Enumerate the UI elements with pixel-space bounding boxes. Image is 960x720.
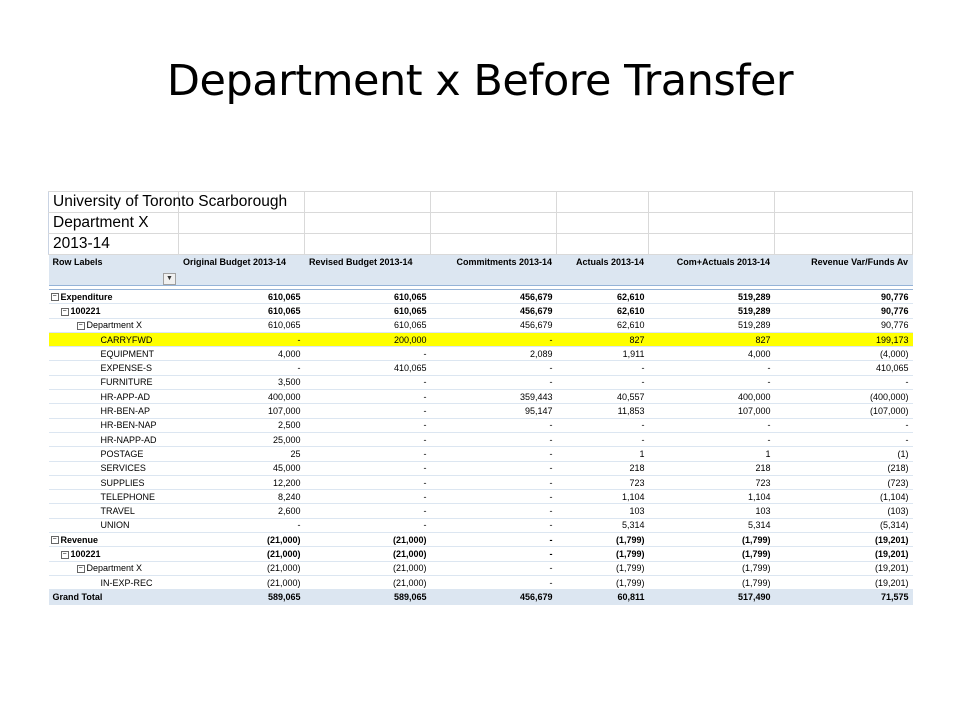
value-cell[interactable]: - xyxy=(305,447,431,461)
column-header[interactable]: Commitments 2013-14 xyxy=(431,255,557,286)
value-cell[interactable]: - xyxy=(775,375,913,389)
table-row xyxy=(49,332,913,346)
grand-total-row xyxy=(49,590,913,605)
value-cell[interactable]: 400,000 xyxy=(179,390,305,404)
collapse-icon[interactable]: − xyxy=(78,564,83,572)
row-label-text: Department X xyxy=(86,320,143,331)
value-cell[interactable]: - xyxy=(649,418,775,432)
value-cell[interactable]: (4,000) xyxy=(775,347,913,361)
value-cell[interactable]: 40,557 xyxy=(557,390,649,404)
row-label[interactable] xyxy=(49,547,179,561)
table-row xyxy=(49,290,913,304)
value-cell[interactable]: (5,314) xyxy=(775,518,913,532)
slide-title: Department x Before Transfer xyxy=(166,56,794,106)
row-label-text: EQUIPMENT xyxy=(100,348,155,359)
row-label[interactable] xyxy=(49,561,179,575)
table-row xyxy=(49,518,913,532)
value-cell[interactable]: - xyxy=(775,418,913,432)
value-cell[interactable]: (21,000) xyxy=(305,561,431,575)
table-row xyxy=(49,347,913,361)
value-cell[interactable]: 723 xyxy=(557,475,649,489)
table-row xyxy=(49,304,913,318)
row-label[interactable] xyxy=(49,361,179,375)
value-cell[interactable]: 90,776 xyxy=(775,304,913,318)
value-cell[interactable]: 200,000 xyxy=(305,332,431,346)
value-cell[interactable]: - xyxy=(775,432,913,446)
sheet-cell[interactable] xyxy=(775,213,913,234)
value-cell[interactable]: 4,000 xyxy=(179,347,305,361)
value-cell[interactable]: 359,443 xyxy=(431,390,557,404)
collapse-icon[interactable]: − xyxy=(52,293,57,301)
value-cell[interactable]: 103 xyxy=(649,504,775,518)
row-label-text: HR-APP-AD xyxy=(100,391,151,402)
value-cell[interactable]: 456,679 xyxy=(431,318,557,332)
value-cell[interactable]: - xyxy=(305,347,431,361)
value-cell[interactable]: - xyxy=(431,561,557,575)
column-header[interactable]: Com+Actuals 2013-14 xyxy=(649,255,775,286)
row-label[interactable] xyxy=(49,418,179,432)
value-cell[interactable]: (1,799) xyxy=(649,533,775,547)
row-label[interactable] xyxy=(49,332,179,346)
row-label[interactable] xyxy=(49,518,179,532)
table-row xyxy=(49,390,913,404)
filter-dropdown-icon[interactable]: ▼ xyxy=(163,273,176,285)
table-row xyxy=(49,447,913,461)
row-label-text: HR-BEN-AP xyxy=(100,406,151,417)
grand-total-cell[interactable]: 589,065 xyxy=(305,590,431,605)
row-label[interactable] xyxy=(49,304,179,318)
value-cell[interactable]: 90,776 xyxy=(775,290,913,304)
collapse-icon[interactable]: − xyxy=(62,550,67,558)
value-cell[interactable]: - xyxy=(431,575,557,589)
value-cell[interactable]: 410,065 xyxy=(305,361,431,375)
sheet-cell[interactable] xyxy=(649,213,775,234)
value-cell[interactable]: (1,799) xyxy=(649,575,775,589)
value-cell[interactable]: - xyxy=(431,504,557,518)
value-cell[interactable]: - xyxy=(305,461,431,475)
row-label[interactable] xyxy=(49,490,179,504)
value-cell[interactable]: 610,065 xyxy=(305,318,431,332)
value-cell[interactable]: 610,065 xyxy=(305,304,431,318)
row-label-text: TRAVEL xyxy=(100,506,135,517)
row-label[interactable] xyxy=(49,347,179,361)
value-cell[interactable]: 2,600 xyxy=(179,504,305,518)
value-cell[interactable]: - xyxy=(431,447,557,461)
grand-total-cell[interactable]: 589,065 xyxy=(179,590,305,605)
value-cell[interactable]: 610,065 xyxy=(179,290,305,304)
value-cell[interactable]: - xyxy=(305,404,431,418)
value-cell[interactable]: (1,799) xyxy=(557,575,649,589)
value-cell[interactable]: 610,065 xyxy=(179,304,305,318)
row-label[interactable] xyxy=(49,375,179,389)
value-cell[interactable]: 62,610 xyxy=(557,318,649,332)
value-cell[interactable]: 5,314 xyxy=(649,518,775,532)
value-cell[interactable]: 1,911 xyxy=(557,347,649,361)
value-cell[interactable]: 25,000 xyxy=(179,432,305,446)
value-cell[interactable]: - xyxy=(557,432,649,446)
table-row xyxy=(49,375,913,389)
value-cell[interactable]: 1 xyxy=(557,447,649,461)
value-cell[interactable]: 62,610 xyxy=(557,290,649,304)
row-label-text: 100221 xyxy=(70,548,101,559)
row-label[interactable] xyxy=(49,504,179,518)
sheet-cell[interactable] xyxy=(431,234,557,255)
row-label[interactable] xyxy=(49,461,179,475)
value-cell[interactable]: - xyxy=(557,375,649,389)
column-header[interactable]: Revenue Var/Funds Av xyxy=(775,255,913,286)
row-label-text: FURNITURE xyxy=(100,377,153,388)
table-row xyxy=(49,404,913,418)
value-cell[interactable]: 95,147 xyxy=(431,404,557,418)
value-cell[interactable]: - xyxy=(179,332,305,346)
row-label-text: HR-NAPP-AD xyxy=(100,434,157,445)
value-cell[interactable]: 519,289 xyxy=(649,318,775,332)
value-cell[interactable]: 1 xyxy=(649,447,775,461)
sheet-cell[interactable] xyxy=(179,234,305,255)
value-cell[interactable]: (21,000) xyxy=(305,547,431,561)
table-row xyxy=(49,432,913,446)
value-cell[interactable]: - xyxy=(179,361,305,375)
sheet-cell[interactable] xyxy=(649,234,775,255)
value-cell[interactable]: - xyxy=(431,461,557,475)
value-cell[interactable]: 218 xyxy=(557,461,649,475)
value-cell[interactable]: 11,853 xyxy=(557,404,649,418)
value-cell[interactable]: - xyxy=(431,418,557,432)
grand-total-cell[interactable]: 60,811 xyxy=(557,590,649,605)
column-header[interactable]: Actuals 2013-14 xyxy=(557,255,649,286)
org-name[interactable]: University of Toronto Scarborough xyxy=(49,192,179,213)
value-cell[interactable]: 456,679 xyxy=(431,290,557,304)
sheet-cell[interactable] xyxy=(431,192,557,213)
table-row xyxy=(49,461,913,475)
row-label-text: Department X xyxy=(86,563,143,574)
value-cell[interactable]: 25 xyxy=(179,447,305,461)
value-cell[interactable]: - xyxy=(431,432,557,446)
table-row xyxy=(49,418,913,432)
value-cell[interactable]: - xyxy=(431,533,557,547)
value-cell[interactable]: (400,000) xyxy=(775,390,913,404)
sheet-cell[interactable] xyxy=(557,213,649,234)
sheet-cell[interactable] xyxy=(305,234,431,255)
value-cell[interactable]: 218 xyxy=(649,461,775,475)
table-row xyxy=(49,575,913,589)
value-cell[interactable]: (218) xyxy=(775,461,913,475)
pivot-table xyxy=(48,191,913,605)
value-cell[interactable]: 2,089 xyxy=(431,347,557,361)
table-row xyxy=(49,561,913,575)
value-cell[interactable]: 62,610 xyxy=(557,304,649,318)
sheet-cell[interactable] xyxy=(179,213,305,234)
value-cell[interactable]: - xyxy=(305,432,431,446)
value-cell[interactable]: (1,799) xyxy=(557,547,649,561)
value-cell[interactable]: (1,799) xyxy=(649,547,775,561)
value-cell[interactable]: 723 xyxy=(649,475,775,489)
sheet-cell[interactable] xyxy=(557,234,649,255)
column-header-row-labels[interactable] xyxy=(49,255,179,286)
value-cell[interactable]: 519,289 xyxy=(649,304,775,318)
value-cell[interactable]: - xyxy=(431,332,557,346)
row-label[interactable] xyxy=(49,533,179,547)
value-cell[interactable]: 827 xyxy=(557,332,649,346)
value-cell[interactable]: (1,799) xyxy=(557,561,649,575)
row-label[interactable] xyxy=(49,575,179,589)
value-cell[interactable]: 45,000 xyxy=(179,461,305,475)
column-header-label: Row Labels xyxy=(52,257,103,267)
value-cell[interactable]: - xyxy=(431,518,557,532)
value-cell[interactable]: 4,000 xyxy=(649,347,775,361)
row-label[interactable] xyxy=(49,290,179,304)
value-cell[interactable]: 90,776 xyxy=(775,318,913,332)
value-cell[interactable]: 400,000 xyxy=(649,390,775,404)
department-name[interactable]: Department X xyxy=(49,213,179,234)
value-cell[interactable]: 456,679 xyxy=(431,304,557,318)
row-label[interactable] xyxy=(49,447,179,461)
value-cell[interactable]: (19,201) xyxy=(775,575,913,589)
sheet-cell[interactable] xyxy=(557,192,649,213)
value-cell[interactable]: 610,065 xyxy=(305,290,431,304)
value-cell[interactable]: 1,104 xyxy=(557,490,649,504)
column-header[interactable]: Revised Budget 2013-14 xyxy=(305,255,431,286)
grand-total-label[interactable]: Grand Total xyxy=(49,590,179,605)
value-cell[interactable]: - xyxy=(649,361,775,375)
value-cell[interactable]: - xyxy=(305,375,431,389)
value-cell[interactable]: (107,000) xyxy=(775,404,913,418)
sheet-cell[interactable] xyxy=(431,213,557,234)
grand-total-cell[interactable]: 71,575 xyxy=(775,590,913,605)
table-row xyxy=(49,361,913,375)
value-cell[interactable]: - xyxy=(305,518,431,532)
value-cell[interactable]: 107,000 xyxy=(649,404,775,418)
value-cell[interactable]: - xyxy=(305,504,431,518)
value-cell[interactable]: - xyxy=(649,375,775,389)
collapse-icon[interactable]: − xyxy=(78,321,83,329)
value-cell[interactable]: (103) xyxy=(775,504,913,518)
value-cell[interactable]: 827 xyxy=(649,332,775,346)
row-label[interactable] xyxy=(49,390,179,404)
table-row xyxy=(49,490,913,504)
value-cell[interactable]: 12,200 xyxy=(179,475,305,489)
table-row xyxy=(49,504,913,518)
sheet-cell[interactable] xyxy=(305,213,431,234)
row-label-text: Revenue xyxy=(60,534,99,545)
value-cell[interactable]: (1,799) xyxy=(557,533,649,547)
table-row xyxy=(49,533,913,547)
value-cell[interactable]: - xyxy=(305,418,431,432)
value-cell[interactable]: - xyxy=(431,375,557,389)
column-header[interactable]: Original Budget 2013-14 xyxy=(179,255,305,286)
row-label[interactable] xyxy=(49,475,179,489)
collapse-icon[interactable]: − xyxy=(52,536,57,544)
value-cell[interactable]: 107,000 xyxy=(179,404,305,418)
row-label-text: EXPENSE-S xyxy=(100,363,153,374)
value-cell[interactable]: - xyxy=(305,390,431,404)
value-cell[interactable]: 2,500 xyxy=(179,418,305,432)
value-cell[interactable]: (21,000) xyxy=(179,533,305,547)
collapse-icon[interactable]: − xyxy=(62,307,67,315)
row-label-text: 100221 xyxy=(70,305,101,316)
value-cell[interactable]: 3,500 xyxy=(179,375,305,389)
row-label[interactable] xyxy=(49,318,179,332)
value-cell[interactable]: (723) xyxy=(775,475,913,489)
grand-total-cell[interactable]: 517,490 xyxy=(649,590,775,605)
row-label[interactable] xyxy=(49,404,179,418)
value-cell[interactable]: - xyxy=(305,475,431,489)
value-cell[interactable]: 410,065 xyxy=(775,361,913,375)
value-cell[interactable]: (1) xyxy=(775,447,913,461)
row-label-text: UNION xyxy=(100,520,130,531)
sheet-cell[interactable] xyxy=(775,234,913,255)
value-cell[interactable]: (21,000) xyxy=(179,575,305,589)
value-cell[interactable]: - xyxy=(431,475,557,489)
value-cell[interactable]: 519,289 xyxy=(649,290,775,304)
value-cell[interactable]: - xyxy=(557,418,649,432)
value-cell[interactable]: 199,173 xyxy=(775,332,913,346)
value-cell[interactable]: - xyxy=(305,490,431,504)
row-label-text: IN-EXP-REC xyxy=(100,577,153,588)
row-label-text: TELEPHONE xyxy=(100,491,156,502)
value-cell[interactable]: (21,000) xyxy=(179,547,305,561)
table-row xyxy=(49,318,913,332)
value-cell[interactable]: 8,240 xyxy=(179,490,305,504)
value-cell[interactable]: 1,104 xyxy=(649,490,775,504)
row-label-text: Expenditure xyxy=(60,291,113,302)
value-cell[interactable]: 610,065 xyxy=(179,318,305,332)
value-cell[interactable]: - xyxy=(431,490,557,504)
row-label-text: HR-BEN-NAP xyxy=(100,420,157,431)
value-cell[interactable]: 103 xyxy=(557,504,649,518)
row-label-text: SUPPLIES xyxy=(100,477,145,488)
grand-total-cell[interactable]: 456,679 xyxy=(431,590,557,605)
table-row xyxy=(49,475,913,489)
row-label[interactable] xyxy=(49,432,179,446)
value-cell[interactable]: (1,799) xyxy=(649,561,775,575)
value-cell[interactable]: (19,201) xyxy=(775,561,913,575)
value-cell[interactable]: - xyxy=(557,361,649,375)
sheet-cell[interactable] xyxy=(775,192,913,213)
fiscal-year[interactable]: 2013-14 xyxy=(49,234,179,255)
table-row xyxy=(49,547,913,561)
sheet-cell[interactable] xyxy=(305,192,431,213)
row-label-text: CARRYFWD xyxy=(100,334,153,345)
value-cell[interactable]: - xyxy=(649,432,775,446)
value-cell[interactable]: - xyxy=(431,361,557,375)
value-cell[interactable]: (21,000) xyxy=(305,575,431,589)
value-cell[interactable]: (19,201) xyxy=(775,547,913,561)
value-cell[interactable]: - xyxy=(431,547,557,561)
value-cell[interactable]: (19,201) xyxy=(775,533,913,547)
row-label-text: POSTAGE xyxy=(100,448,144,459)
value-cell[interactable]: (21,000) xyxy=(179,561,305,575)
sheet-cell[interactable] xyxy=(649,192,775,213)
value-cell[interactable]: (1,104) xyxy=(775,490,913,504)
value-cell[interactable]: (21,000) xyxy=(305,533,431,547)
row-label-text: SERVICES xyxy=(100,463,146,474)
value-cell[interactable]: 5,314 xyxy=(557,518,649,532)
value-cell[interactable]: - xyxy=(179,518,305,532)
